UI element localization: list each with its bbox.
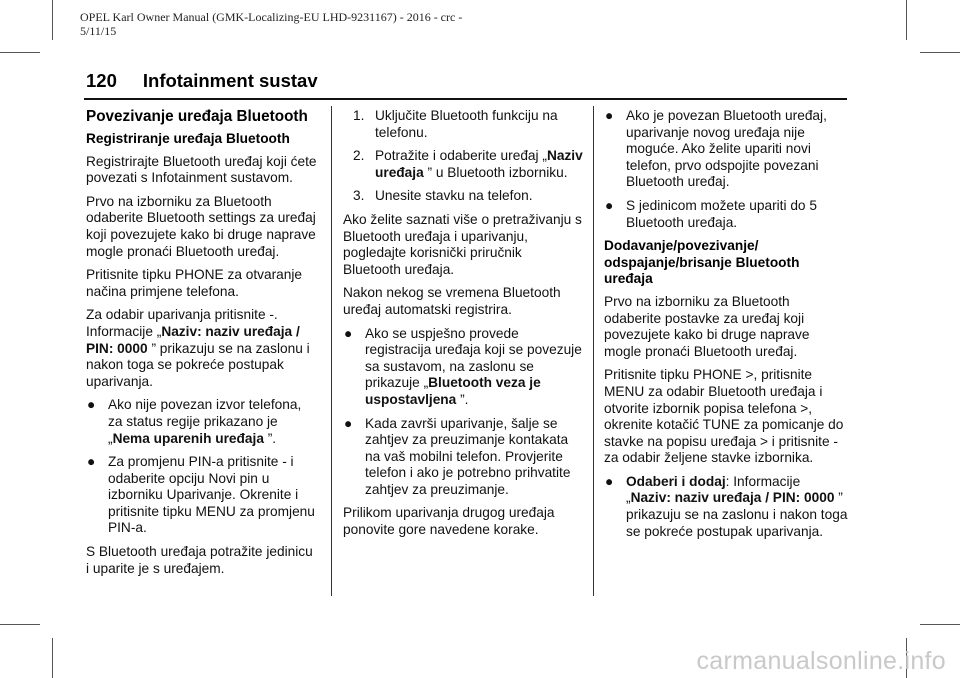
bullet-icon: ●: [344, 415, 353, 431]
paragraph: Pritisnite tipku PHONE za otvaranje načina primjene telefona.: [86, 267, 303, 299]
bullet-icon: ●: [87, 397, 96, 413]
bullet-icon: ●: [605, 473, 614, 489]
paragraph: Prvo na izborniku za Bluetooth odaberite postavke za uređaj koji povezujete kako bi druge naprave mogle pronaći Bluetooth uređaj.: [604, 293, 810, 359]
crop-mark: [52, 0, 53, 40]
crop-mark: [52, 638, 53, 678]
paragraph: Za odabir uparivanja pritisnite -. Informacije „Naziv: naziv uređaja / PIN: 0000 ” prikazuju se na zaslonu i nakon toga se pokreće postupak uparivanja.: [86, 307, 310, 389]
numbered-step: 3. Unesite stavku na telefon.: [353, 188, 533, 204]
bullet-icon: ●: [605, 108, 614, 123]
subheading: Dodavanje/povezivanje/ odspajanje/brisanje Bluetooth uređaja: [604, 238, 800, 287]
numbered-step: 1. Uključite Bluetooth funkciju na telefonu.: [353, 108, 558, 140]
page-title: Infotainment sustav: [142, 70, 318, 91]
bullet-icon: ●: [605, 197, 614, 213]
column-1: [86, 108, 318, 584]
bullet-item: ● Kada završi uparivanje, šalje se zahtjev za preuzimanje kontakata na vaš mobilni telefon. Provjerite telefon i ako je potrebno prihvatite zahtjev za preuzimanje.: [344, 415, 571, 497]
header-rule: [84, 98, 847, 100]
bullet-item: ● Ako se uspješno provede registracija uređaja koji se povezuje sa sustavom, na zaslonu se prikazuje „Bluetooth veza je uspostavljena ”.: [344, 325, 582, 407]
crop-mark: [920, 52, 960, 53]
paragraph: Prvo na izborniku za Bluetooth odaberite Bluetooth settings za uređaj koji povezujete kako bi druge naprave mogle pronaći Bluetooth uređaj.: [86, 193, 316, 259]
paragraph: Registrirajte Bluetooth uređaj koji ćete povezati s Infotainment sustavom.: [86, 153, 317, 186]
column-divider: [331, 106, 332, 596]
paragraph: Ako želite saznati više o pretraživanju s Bluetooth uređaja i uparivanju, pogledajte korisnički priručnik Bluetooth uređaja.: [343, 211, 582, 277]
paragraph: S Bluetooth uređaja potražite jedinicu i uparite je s uređajem.: [86, 544, 313, 576]
step-number: 1.: [353, 108, 365, 123]
crop-mark: [906, 0, 907, 40]
page-number: 120: [86, 70, 117, 91]
paragraph: Pritisnite tipku PHONE >, pritisnite MENU za odabir Bluetooth uređaja i otvorite izbornik popisa telefona >, okrenite kotačić TUNE za pomicanje do stavke na popisu uređaja > i pritisnite - za odabir željene stavke izbornika.: [604, 367, 844, 466]
paragraph: Nakon nekog se vremena Bluetooth uređaj automatski registrira.: [343, 285, 561, 317]
crop-mark: [0, 52, 40, 53]
crop-mark: [920, 624, 960, 625]
meta-line-1: OPEL Karl Owner Manual (GMK-Localizing-EU LHD-9231167) - 2016 - crc -: [80, 10, 463, 24]
meta-line-2: 5/11/15: [80, 24, 117, 38]
section-title: Povezivanje uređaja Bluetooth: [86, 108, 308, 125]
document-meta-header: [80, 10, 540, 38]
column-3: [604, 108, 848, 547]
bullet-icon: ●: [344, 325, 353, 341]
column-2: [343, 108, 583, 546]
page-header: [86, 70, 318, 92]
bullet-item: ● Ako je povezan Bluetooth uređaj, uparivanje novog uređaja nije moguće. Ako želite upariti novi telefon, prvo odspojite povezani Bluetooth uređaj.: [605, 108, 827, 190]
bullet-item: ● Ako nije povezan izvor telefona, za status regije prikazano je „Nema uparenih uređaja ”.: [87, 397, 302, 446]
bullet-icon: ●: [87, 454, 96, 470]
crop-mark: [0, 624, 40, 625]
step-number: 3.: [353, 188, 365, 204]
numbered-step: 2. Potražite i odaberite uređaj „Naziv uređaja ” u Bluetooth izborniku.: [353, 148, 583, 180]
subheading: Registriranje uređaja Bluetooth: [86, 131, 290, 146]
bullet-item: ● Za promjenu PIN-a pritisnite - i odaberite opciju Novi pin u izborniku Uparivanje. Okrenite i pritisnite tipku MENU za promjenu PIN-a.: [87, 454, 315, 536]
watermark: carmanualsonline.info: [696, 647, 946, 675]
step-number: 2.: [353, 148, 365, 164]
column-divider: [593, 106, 594, 596]
paragraph: Prilikom uparivanja drugog uređaja ponovite gore navedene korake.: [343, 505, 555, 538]
bullet-item: ● S jedinicom možete upariti do 5 Bluetooth uređaja.: [605, 197, 817, 230]
bullet-item: ● Odaberi i dodaj: Informacije „Naziv: naziv uređaja / PIN: 0000 ” prikazuju se na zaslonu i nakon toga se pokreće postupak uparivanja.: [605, 473, 848, 539]
